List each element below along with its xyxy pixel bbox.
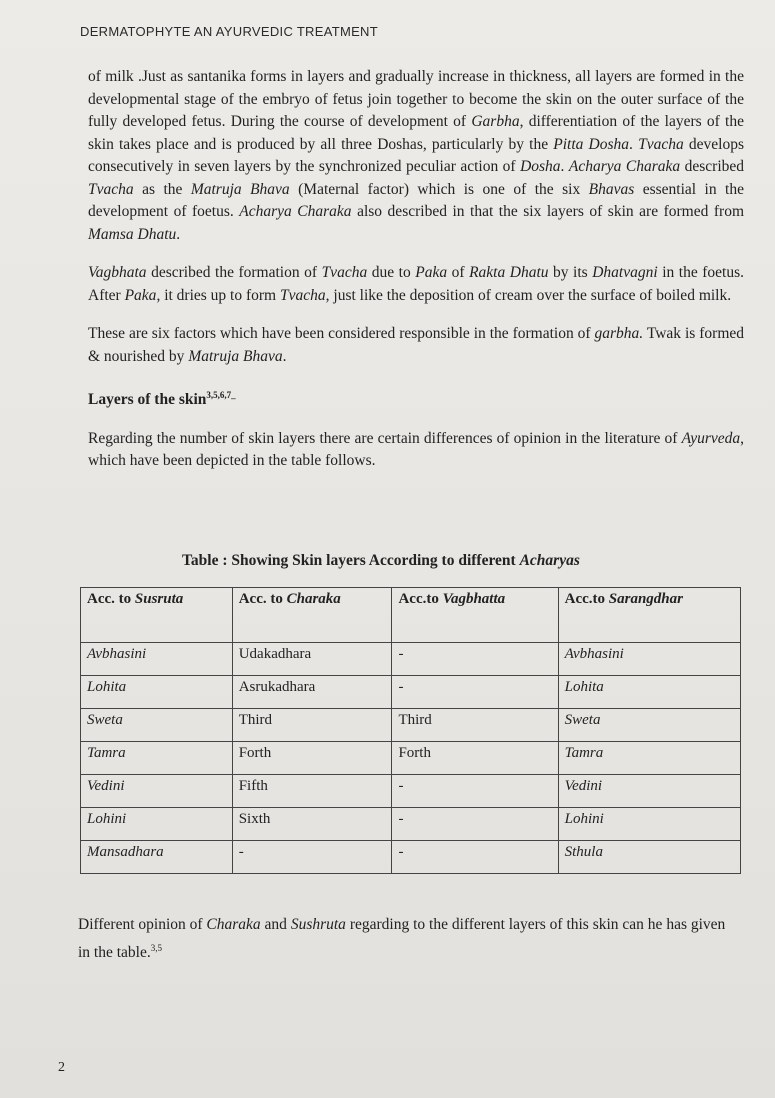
closing-paragraph [78, 914, 738, 964]
table-cell: Tamra [558, 742, 740, 775]
table-cell: Avbhasini [558, 643, 740, 676]
table-cell: Vedini [558, 775, 740, 808]
italic-text: Mamsa Dhatu [88, 225, 177, 243]
text-run: , which have been depicted in the table follows. [88, 429, 744, 470]
text-run: (Maternal factor) which is one of the six [289, 180, 589, 198]
table-cell: - [392, 808, 558, 841]
italic-text: Ayurveda [681, 429, 741, 447]
italic-text: Charaka [206, 916, 261, 933]
text-run: Acc. to [238, 591, 287, 607]
text-run: , it dries up to form [156, 286, 280, 304]
table-body [81, 643, 741, 874]
text-run: . [629, 135, 639, 153]
closing-paragraph-refs: 3,5 [150, 942, 162, 953]
text-run: as the [133, 180, 191, 198]
italic-text: Susruta [134, 591, 184, 607]
italic-text: Acharya Charaka [568, 158, 681, 175]
page-number: 2 [58, 1060, 65, 1075]
table-cell: Forth [232, 742, 392, 775]
table-cell: Lohita [81, 676, 233, 709]
body-text [88, 66, 744, 489]
text-run: regarding to the different layers of this skin can he has given in the table. [78, 916, 726, 961]
table-caption [182, 552, 580, 570]
column-header [392, 588, 558, 643]
text-run: Acc.to [398, 591, 443, 607]
text-run: described the formation of [146, 264, 322, 281]
text-run: Table : Showing Skin layers According to different [182, 552, 520, 569]
table-cell: Udakadhara [232, 643, 392, 676]
column-header [232, 588, 392, 643]
italic-text: Tvacha [88, 180, 134, 198]
table-cell: Asrukadhara [232, 676, 392, 709]
text-run: . [176, 225, 181, 243]
table-cell: Lohini [81, 808, 233, 841]
table-cell: - [392, 775, 558, 808]
text-run: Acc. to [87, 591, 135, 607]
section-heading-refs: 3,5,6,7_ [206, 390, 236, 400]
table-cell: - [392, 643, 558, 676]
italic-text: Dosha [520, 158, 561, 175]
running-head: DERMATOPHYTE AN AYURVEDIC TREATMENT [80, 24, 378, 39]
column-header [81, 588, 233, 643]
italic-text: Vagbhata [88, 264, 147, 281]
text-run: Different opinion of [78, 916, 207, 933]
paragraph-1 [88, 66, 744, 246]
table-cell: - [392, 676, 558, 709]
italic-text: Paka [124, 286, 157, 304]
section-heading-text: Layers of the skin [88, 391, 207, 409]
table-cell: Lohita [558, 676, 740, 709]
italic-text: Charaka [286, 591, 341, 607]
table-cell: Vedini [81, 775, 233, 808]
table-cell: Third [392, 709, 558, 742]
table-row [81, 775, 741, 808]
text-run: by its [548, 264, 593, 281]
table-cell: Fifth [232, 775, 392, 808]
italic-text: Rakta Dhatu [469, 264, 549, 281]
text-run: Regarding the number of skin layers there are certain differences of opinion in the literature of [88, 429, 682, 447]
table-cell: Sthula [558, 841, 740, 874]
italic-text: Tvacha [638, 135, 684, 153]
section-heading [88, 384, 744, 412]
italic-text: Garbha [471, 113, 520, 130]
table-cell: Sweta [558, 709, 740, 742]
italic-text: Sarangdhar [608, 591, 683, 607]
text-run: and [260, 916, 291, 933]
italic-text: Bhavas [588, 180, 635, 198]
table-row [81, 841, 741, 874]
table-cell: Avbhasini [81, 643, 233, 676]
paragraph-4 [88, 428, 744, 473]
table-row [81, 676, 741, 709]
italic-text: Matruja Bhava [190, 180, 290, 198]
text-run: These are six factors which have been considered responsible in the formation of [88, 325, 595, 342]
closing-paragraph-text [78, 916, 725, 961]
text-run: develops consecutively in seven layers by the synchronized peculiar action of [88, 135, 744, 175]
text-run: . [282, 347, 287, 365]
italic-text: garbha. [594, 325, 644, 342]
text-run: in the foetus. After [88, 264, 745, 304]
table-row [81, 742, 741, 775]
text-run: essential in the development of foetus. [88, 180, 744, 220]
italic-text: Sushruta [290, 916, 346, 933]
italic-text: Acharya Charaka [239, 203, 352, 220]
skin-layers-table [80, 587, 741, 874]
table-header-row [81, 588, 741, 643]
table-cell: - [392, 841, 558, 874]
text-run: , differentiation of the layers of the skin takes place and is produced by all three Doshas, particularly by the [88, 113, 744, 153]
table-cell: Third [232, 709, 392, 742]
table-row [81, 709, 741, 742]
italic-text: Tvacha [280, 286, 326, 304]
table-cell: Forth [392, 742, 558, 775]
column-header [558, 588, 740, 643]
text-run: of milk .Just as santanika forms in layers and gradually increase in thickness, all layers are formed in the developmental stage of the embryo of fetus join together to become the skin on the outer surface of the fully developed fetus. During the course of development of [88, 68, 744, 130]
table-cell: Tamra [81, 742, 233, 775]
text-run: also described in that the six layers of skin are formed from [351, 203, 744, 220]
table-cell: Sweta [81, 709, 233, 742]
table-cell: Lohini [558, 808, 740, 841]
italic-text: Pitta Dosha [553, 135, 630, 153]
table-row [81, 643, 741, 676]
italic-text: Dhatvagni [592, 264, 658, 281]
text-run: Acc.to [564, 591, 609, 607]
paragraph-3 [88, 323, 744, 368]
table-cell: - [232, 841, 392, 874]
text-run: due to [367, 264, 416, 281]
italic-text: Matruja Bhava [188, 347, 283, 365]
table-cell: Mansadhara [81, 841, 233, 874]
italic-text: Tvacha [321, 264, 368, 281]
italic-text: Vagbhatta [442, 591, 506, 607]
italic-text: Acharyas [519, 552, 580, 569]
text-run: of [447, 264, 470, 281]
text-run: . [560, 158, 569, 175]
table-cell: Sixth [232, 808, 392, 841]
paragraph-2 [88, 262, 744, 307]
text-run: , just like the deposition of cream over the surface of boiled milk. [325, 286, 732, 304]
table-row [81, 808, 741, 841]
italic-text: Paka [415, 264, 448, 281]
text-run: described [680, 158, 745, 175]
text-run: Twak is formed & nourished by [88, 325, 744, 365]
